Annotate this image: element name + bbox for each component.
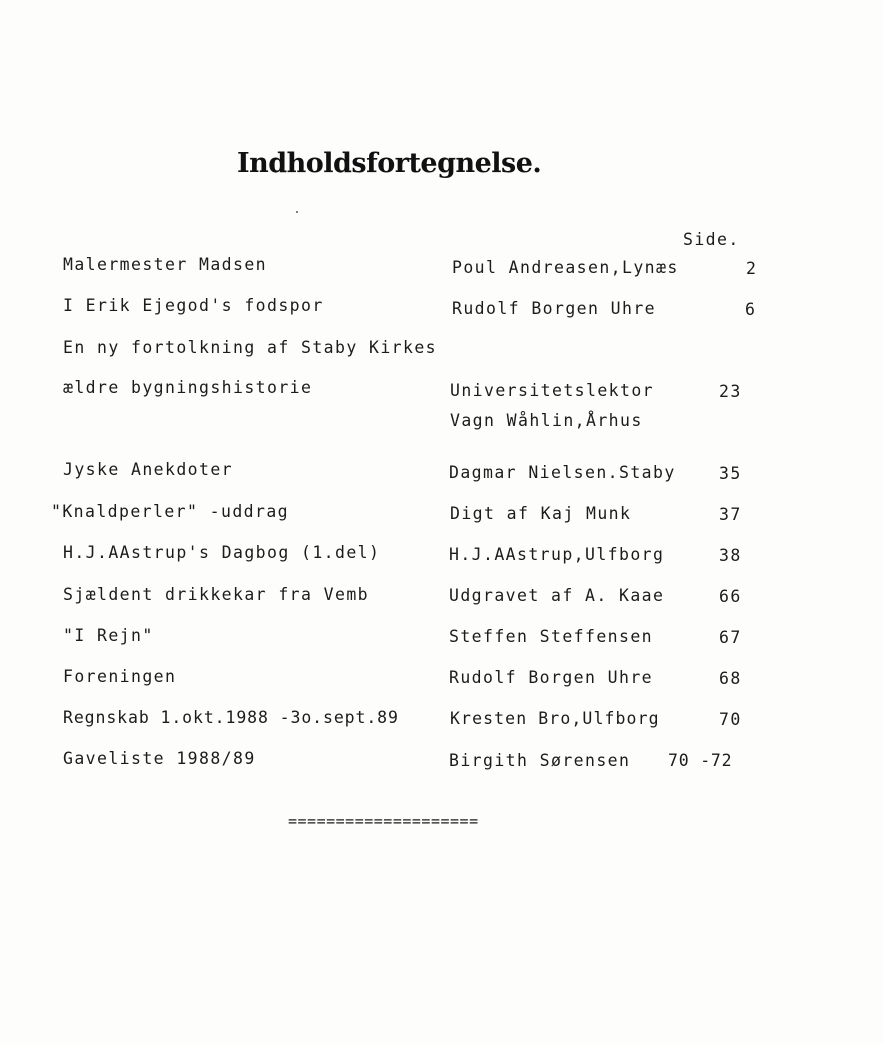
entry-title-knaldperler: "Knaldperler" -uddrag [51,502,290,521]
entry-title-erik-ejegod: I Erik Ejegod's fodspor [63,296,324,315]
entry-title-regnskab: Regnskab 1.okt.1988 -3o.sept.89 [63,708,399,727]
entry-page-bygningshistorie: 23 [719,382,742,401]
entry-page-regnskab: 70 [719,710,742,729]
entry-page-i-rejn: 67 [719,628,742,647]
entry-title-jyske-anekdoter: Jyske Anekdoter [63,460,234,479]
entry-author-vagn-wahlin: Vagn Wåhlin,Århus [450,411,643,430]
entry-page-aastrup-dagbog: 38 [719,546,742,565]
closing-rule: ==================== [288,812,479,830]
entry-author-kaae: Udgravet af A. Kaae [449,586,665,605]
entry-page-gaveliste: 70 -72 [668,751,733,770]
entry-title-malermester: Malermester Madsen [63,255,268,274]
entry-title-bygningshistorie: ældre bygningshistorie [63,378,313,397]
entry-author-birgith-sorensen: Birgith Sørensen [449,751,631,770]
entry-author-steffensen: Steffen Steffensen [449,627,654,646]
page-title: Indholdsfortegnelse. [237,148,542,179]
entry-author-universitetslektor: Universitetslektor [450,381,655,400]
side-column-header: Side. [683,230,740,249]
entry-author-erik-ejegod: Rudolf Borgen Uhre [452,299,657,318]
entry-author-kaj-munk: Digt af Kaj Munk [450,504,632,523]
entry-page-erik-ejegod: 6 [745,300,757,319]
entry-title-staby-kirkes: En ny fortolkning af Staby Kirkes [63,338,438,357]
entry-page-malermester: 2 [746,259,758,278]
entry-page-jyske-anekdoter: 35 [719,464,742,483]
entry-title-gaveliste: Gaveliste 1988/89 [63,749,256,768]
entry-author-dagmar-nielsen: Dagmar Nielsen.Staby [449,463,676,482]
entry-author-kresten-bro: Kresten Bro,Ulfborg [450,709,660,728]
entry-page-foreningen: 68 [719,669,742,688]
entry-title-i-rejn: "I Rejn" [63,626,154,645]
entry-title-aastrup-dagbog: H.J.AAstrup's Dagbog (1.del) [63,543,381,562]
entry-title-foreningen: Foreningen [63,667,177,686]
entry-author-malermester: Poul Andreasen,Lynæs [452,258,679,277]
paper-speck [296,211,298,213]
entry-author-borgen-uhre: Rudolf Borgen Uhre [449,668,654,687]
entry-title-drikkekar: Sjældent drikkekar fra Vemb [63,585,370,604]
entry-page-drikkekar: 66 [719,587,742,606]
entry-author-aastrup: H.J.AAstrup,Ulfborg [449,545,665,564]
entry-page-knaldperler: 37 [719,505,742,524]
